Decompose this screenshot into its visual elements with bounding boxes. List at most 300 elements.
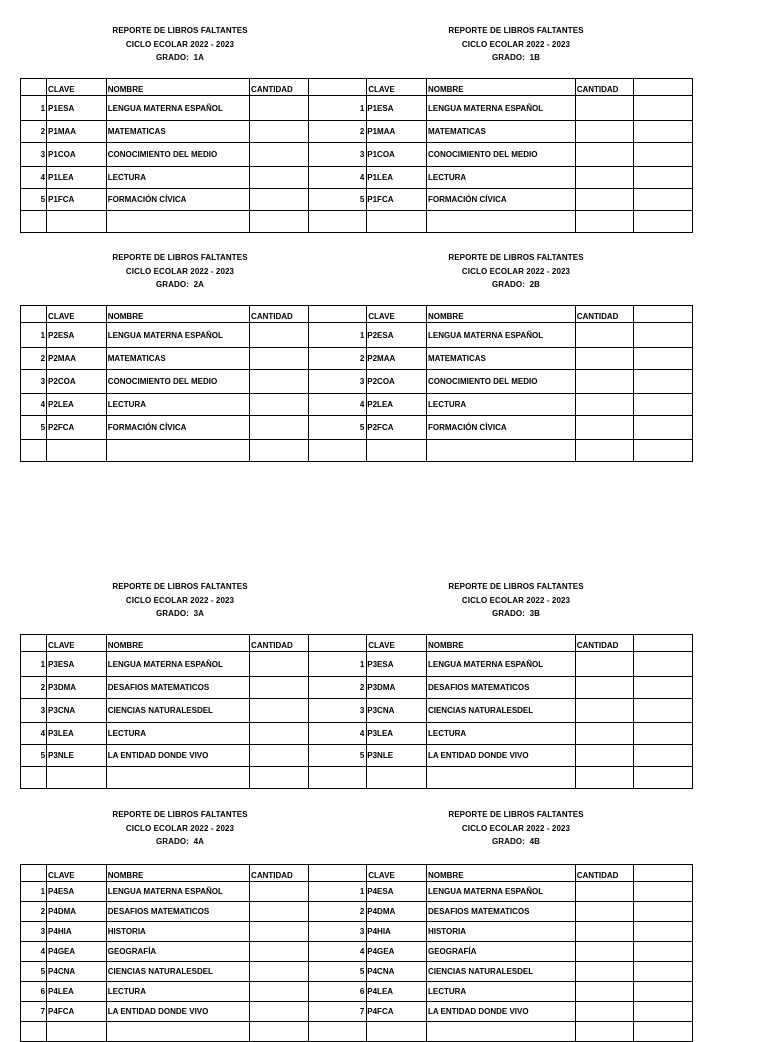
book-code: P2LEA [47, 394, 107, 416]
col-header-clave: CLAVE [47, 79, 107, 96]
col-header-cantidad: CANTIDAD [250, 865, 309, 882]
table-header-row [21, 635, 693, 652]
quantity-cell [250, 922, 309, 942]
book-name-right: LECTURA [426, 723, 575, 745]
extra-cell [308, 882, 367, 902]
book-code-right: 3 P1COA [367, 143, 427, 167]
book-code-right: 5 P1FCA [367, 189, 427, 211]
extra-cell [308, 699, 367, 723]
extra-cell [308, 416, 367, 440]
report-title: REPORTE DE LIBROS FALTANTES [448, 26, 584, 35]
book-code-right: 1 P2ESA [367, 323, 427, 348]
quantity-cell [250, 982, 309, 1002]
col-header-cantidad: CANTIDAD [250, 79, 309, 96]
grade-label: GRADO: 2B [491, 280, 541, 289]
extra-cell-right [634, 143, 693, 167]
book-code: P2MAA [47, 348, 107, 370]
quantity-cell-right [575, 96, 634, 121]
quantity-cell [250, 416, 309, 440]
quantity-cell [250, 167, 309, 189]
empty-header-cell [21, 79, 47, 96]
empty-cell [426, 211, 575, 233]
empty-cell [575, 440, 634, 462]
book-code-right: P4CNA [367, 967, 395, 976]
quantity-cell-right [575, 189, 634, 211]
empty-header-cell [308, 635, 367, 652]
book-name-right: MATEMATICAS [426, 121, 575, 143]
book-name-right: GEOGRAFÍA [426, 942, 575, 962]
book-name: MATEMATICAS [106, 121, 249, 143]
quantity-cell [250, 121, 309, 143]
book-code-right: 1 P4ESA [367, 882, 427, 902]
book-code: P1COA [47, 143, 107, 167]
book-code-right: P4GEA [367, 947, 395, 956]
empty-cell [106, 1022, 249, 1042]
table-header-row [21, 306, 693, 323]
book-code-right: 7 P4FCA [367, 1002, 427, 1022]
row-number: 4 [21, 942, 47, 962]
table-row [21, 416, 693, 440]
book-code-right: P2ESA [367, 330, 394, 340]
book-code-right: 3 P2COA [367, 370, 427, 394]
book-code: P2COA [47, 370, 107, 394]
book-code: P1LEA [47, 167, 107, 189]
row-number: 1 [21, 96, 47, 121]
extra-cell-right [634, 982, 693, 1002]
table-row [21, 942, 693, 962]
book-code-right: P1FCA [367, 195, 394, 204]
quantity-cell [250, 699, 309, 723]
book-code: P3CNA [47, 699, 107, 723]
book-code-right: 4 P4GEA [367, 942, 427, 962]
quantity-cell [250, 745, 309, 767]
quantity-cell [250, 348, 309, 370]
col-header-nombre: NOMBRE [106, 306, 249, 323]
extra-cell [308, 922, 367, 942]
book-name-right: FORMACIÓN CÍVICA [426, 416, 575, 440]
row-number: 5 [21, 416, 47, 440]
empty-header-cell [634, 635, 693, 652]
extra-cell [308, 723, 367, 745]
quantity-cell [250, 143, 309, 167]
extra-cell-right [634, 96, 693, 121]
book-code-right: P3ESA [367, 659, 394, 669]
school-cycle: CICLO ECOLAR 2022 - 2023 [125, 595, 235, 605]
book-code-right: P2FCA [367, 423, 394, 432]
book-code: P4FCA [47, 1002, 107, 1022]
quantity-cell-right [575, 416, 634, 440]
missing-books-table [20, 634, 693, 789]
row-number: 1 [21, 323, 47, 348]
quantity-cell-right [575, 167, 634, 189]
table-row [21, 143, 693, 167]
empty-row [21, 1022, 693, 1042]
quantity-cell-right [575, 652, 634, 677]
book-name-right: HISTORIA [426, 922, 575, 942]
book-code-right: P4ESA [367, 887, 394, 896]
extra-cell [308, 323, 367, 348]
quantity-cell-right [575, 348, 634, 370]
book-code-right: 4 P2LEA [367, 394, 427, 416]
quantity-cell [250, 394, 309, 416]
table-row [21, 121, 693, 143]
school-cycle: CICLO ECOLAR 2022 - 2023 [125, 266, 235, 276]
report-title: REPORTE DE LIBROS FALTANTES [112, 253, 248, 262]
quantity-cell-right [575, 677, 634, 699]
table-row [21, 922, 693, 942]
extra-cell-right [634, 416, 693, 440]
empty-cell [21, 211, 47, 233]
quantity-cell-right [575, 902, 634, 922]
quantity-cell [250, 962, 309, 982]
report-title: REPORTE DE LIBROS FALTANTES [448, 582, 584, 591]
book-code-right: 1 P3ESA [367, 652, 427, 677]
empty-cell [21, 1022, 47, 1042]
empty-header-cell [308, 306, 367, 323]
missing-books-table [20, 864, 693, 1042]
extra-cell [308, 121, 367, 143]
empty-cell [47, 211, 107, 233]
quantity-cell-right [575, 143, 634, 167]
book-code-right: 2 P2MAA [367, 348, 427, 370]
extra-cell-right [634, 922, 693, 942]
row-number: 2 [21, 121, 47, 143]
extra-cell-right [634, 348, 693, 370]
col-header-cantidad: CANTIDAD [575, 79, 634, 96]
book-name: CIENCIAS NATURALESDEL [106, 962, 249, 982]
empty-header-cell [308, 865, 367, 882]
book-code: P3NLE [47, 745, 107, 767]
extra-cell-right [634, 745, 693, 767]
empty-cell [308, 440, 367, 462]
book-code-right: 3 P3CNA [367, 699, 427, 723]
quantity-cell [250, 902, 309, 922]
extra-cell [308, 167, 367, 189]
empty-row [21, 440, 693, 462]
book-code-right: 3 P4HIA [367, 922, 427, 942]
extra-cell [308, 745, 367, 767]
book-name-right: LECTURA [426, 167, 575, 189]
book-code-right: P1ESA [367, 103, 394, 113]
col-header-cantidad: CANTIDAD [250, 306, 309, 323]
extra-cell [308, 942, 367, 962]
empty-header-cell [308, 79, 367, 96]
empty-header-cell [21, 635, 47, 652]
extra-cell [308, 982, 367, 1002]
row-number: 1 [21, 652, 47, 677]
extra-cell [308, 143, 367, 167]
school-cycle: CICLO ECOLAR 2022 - 2023 [125, 39, 235, 49]
book-code-right: 2 P1MAA [367, 121, 427, 143]
book-name: LENGUA MATERNA ESPAÑOL [106, 652, 249, 677]
quantity-cell-right [575, 699, 634, 723]
empty-cell [575, 767, 634, 789]
row-number: 4 [21, 167, 47, 189]
book-code: P4DMA [47, 902, 107, 922]
extra-cell [308, 348, 367, 370]
book-code: P4GEA [47, 942, 107, 962]
grade-label: GRADO: 3A [155, 609, 205, 618]
book-name: DESAFIOS MATEMATICOS [106, 677, 249, 699]
empty-cell [250, 1022, 309, 1042]
report-header-right [416, 251, 616, 292]
report-header-left [80, 580, 280, 621]
grade-label: GRADO: 2A [155, 280, 205, 289]
table-row [21, 723, 693, 745]
grade-label: GRADO: 4A [155, 837, 205, 846]
book-code-right: 4 P1LEA [367, 167, 427, 189]
quantity-cell-right [575, 745, 634, 767]
book-code-right: 5 P3NLE [367, 745, 427, 767]
book-name: LENGUA MATERNA ESPAÑOL [106, 323, 249, 348]
quantity-cell-right [575, 121, 634, 143]
col-header-clave: CLAVE [47, 635, 107, 652]
quantity-cell-right [575, 1002, 634, 1022]
book-code: P2ESA [47, 323, 107, 348]
book-code-right: 4 P3LEA [367, 723, 427, 745]
empty-cell [106, 767, 249, 789]
empty-cell [367, 211, 427, 233]
empty-cell [308, 211, 367, 233]
book-code-right: P2LEA [367, 400, 394, 409]
book-code: P1FCA [47, 189, 107, 211]
empty-cell [21, 440, 47, 462]
report-title: REPORTE DE LIBROS FALTANTES [448, 810, 584, 819]
col-header-nombre: NOMBRE [106, 79, 249, 96]
report-title: REPORTE DE LIBROS FALTANTES [112, 582, 248, 591]
empty-cell [21, 767, 47, 789]
extra-cell [308, 652, 367, 677]
empty-header-cell [634, 306, 693, 323]
col-header-nombre: NOMBRE [106, 635, 249, 652]
empty-row [21, 767, 693, 789]
empty-cell [634, 767, 693, 789]
quantity-cell [250, 723, 309, 745]
book-name-right: CONOCIMIENTO DEL MEDIO [426, 370, 575, 394]
extra-cell-right [634, 121, 693, 143]
report-header-left [80, 251, 280, 292]
book-code-right: P4LEA [367, 987, 394, 996]
book-name: FORMACIÓN CÍVICA [106, 189, 249, 211]
empty-cell [367, 440, 427, 462]
table-row [21, 677, 693, 699]
col-header-nombre: NOMBRE [106, 865, 249, 882]
table-row [21, 699, 693, 723]
book-name-right: FORMACIÓN CÍVICA [426, 189, 575, 211]
empty-cell [575, 211, 634, 233]
extra-cell-right [634, 652, 693, 677]
empty-cell [634, 211, 693, 233]
col-header-nombre: NOMBRE [426, 79, 575, 96]
book-code: P3DMA [47, 677, 107, 699]
empty-header-cell [634, 865, 693, 882]
book-code-right: P1LEA [367, 173, 394, 182]
empty-cell [47, 440, 107, 462]
book-name: LECTURA [106, 982, 249, 1002]
book-code-right: 2 P3DMA [367, 677, 427, 699]
table-row [21, 745, 693, 767]
book-name: CIENCIAS NATURALESDEL [106, 699, 249, 723]
book-name-right: CIENCIAS NATURALESDEL [426, 962, 575, 982]
report-title: REPORTE DE LIBROS FALTANTES [112, 26, 248, 35]
empty-cell [367, 1022, 427, 1042]
empty-cell [250, 767, 309, 789]
book-name-right: LECTURA [426, 394, 575, 416]
book-name-right: CONOCIMIENTO DEL MEDIO [426, 143, 575, 167]
extra-cell-right [634, 699, 693, 723]
table-row [21, 167, 693, 189]
col-header-clave: CLAVE [47, 865, 107, 882]
extra-cell [308, 902, 367, 922]
quantity-cell-right [575, 370, 634, 394]
table-row [21, 370, 693, 394]
report-header-right [416, 808, 616, 849]
row-number: 3 [21, 699, 47, 723]
report-header-left [80, 808, 280, 849]
school-cycle: CICLO ECOLAR 2022 - 2023 [461, 39, 571, 49]
missing-books-table [20, 78, 693, 233]
table-row [21, 652, 693, 677]
book-name-right: LENGUA MATERNA ESPAÑOL [426, 323, 575, 348]
col-header-nombre: NOMBRE [426, 865, 575, 882]
book-name: HISTORIA [106, 922, 249, 942]
book-code-right: P1COA [367, 150, 395, 159]
book-name: LECTURA [106, 394, 249, 416]
book-code: P4ESA [47, 882, 107, 902]
book-code-right: P3LEA [367, 729, 394, 738]
empty-cell [106, 211, 249, 233]
book-code: P1MAA [47, 121, 107, 143]
empty-header-cell [21, 306, 47, 323]
quantity-cell-right [575, 723, 634, 745]
school-cycle: CICLO ECOLAR 2022 - 2023 [125, 823, 235, 833]
table-row [21, 1002, 693, 1022]
book-code-right: P4HIA [367, 927, 391, 936]
table-row [21, 394, 693, 416]
report-header-right [416, 24, 616, 65]
extra-cell-right [634, 394, 693, 416]
book-name: LECTURA [106, 723, 249, 745]
quantity-cell [250, 1002, 309, 1022]
book-code: P4CNA [47, 962, 107, 982]
quantity-cell [250, 652, 309, 677]
table-row [21, 902, 693, 922]
extra-cell [308, 1002, 367, 1022]
col-header-cantidad: CANTIDAD [575, 865, 634, 882]
quantity-cell-right [575, 942, 634, 962]
book-code-right: 6 P4LEA [367, 982, 427, 1002]
quantity-cell [250, 882, 309, 902]
quantity-cell-right [575, 394, 634, 416]
row-number: 2 [21, 348, 47, 370]
col-header-cantidad: CANTIDAD [575, 306, 634, 323]
row-number: 5 [21, 962, 47, 982]
book-name: CONOCIMIENTO DEL MEDIO [106, 143, 249, 167]
report-title: REPORTE DE LIBROS FALTANTES [448, 253, 584, 262]
book-code: P2FCA [47, 416, 107, 440]
table-header-row [21, 79, 693, 96]
extra-cell-right [634, 370, 693, 394]
book-name: LA ENTIDAD DONDE VIVO [106, 1002, 249, 1022]
book-code: P3LEA [47, 723, 107, 745]
book-name: DESAFIOS MATEMATICOS [106, 902, 249, 922]
grade-label: GRADO: 1A [155, 53, 205, 62]
empty-cell [426, 440, 575, 462]
book-code-right: P3NLE [367, 751, 394, 760]
quantity-cell [250, 942, 309, 962]
extra-cell-right [634, 962, 693, 982]
row-number: 2 [21, 902, 47, 922]
book-code-right: P4DMA [367, 907, 396, 916]
row-number: 1 [21, 882, 47, 902]
row-number: 5 [21, 189, 47, 211]
table-row [21, 96, 693, 121]
col-header-clave: CLAVE [367, 635, 427, 652]
book-code-right: P3CNA [367, 706, 395, 715]
extra-cell-right [634, 902, 693, 922]
extra-cell [308, 96, 367, 121]
extra-cell [308, 394, 367, 416]
table-row [21, 189, 693, 211]
grade-label: GRADO: 1B [491, 53, 541, 62]
row-number: 3 [21, 922, 47, 942]
row-number: 3 [21, 143, 47, 167]
extra-cell [308, 962, 367, 982]
table-row [21, 348, 693, 370]
book-name-right: LA ENTIDAD DONDE VIVO [426, 1002, 575, 1022]
empty-cell [634, 440, 693, 462]
row-number: 4 [21, 723, 47, 745]
extra-cell-right [634, 1002, 693, 1022]
empty-cell [308, 1022, 367, 1042]
empty-header-cell [21, 865, 47, 882]
extra-cell [308, 189, 367, 211]
book-name: LENGUA MATERNA ESPAÑOL [106, 882, 249, 902]
school-cycle: CICLO ECOLAR 2022 - 2023 [461, 823, 571, 833]
table-header-row [21, 865, 693, 882]
book-code: P3ESA [47, 652, 107, 677]
school-cycle: CICLO ECOLAR 2022 - 2023 [461, 266, 571, 276]
col-header-cantidad: CANTIDAD [575, 635, 634, 652]
empty-cell [367, 767, 427, 789]
row-number: 2 [21, 677, 47, 699]
extra-cell-right [634, 189, 693, 211]
book-name: FORMACIÓN CÍVICA [106, 416, 249, 440]
extra-cell-right [634, 882, 693, 902]
table-row [21, 962, 693, 982]
empty-row [21, 211, 693, 233]
quantity-cell [250, 96, 309, 121]
quantity-cell-right [575, 922, 634, 942]
table-row [21, 323, 693, 348]
row-number: 5 [21, 745, 47, 767]
book-name: LA ENTIDAD DONDE VIVO [106, 745, 249, 767]
book-name-right: LA ENTIDAD DONDE VIVO [426, 745, 575, 767]
col-header-clave: CLAVE [367, 79, 427, 96]
book-code-right: 5 P2FCA [367, 416, 427, 440]
row-number: 7 [21, 1002, 47, 1022]
school-cycle: CICLO ECOLAR 2022 - 2023 [461, 595, 571, 605]
quantity-cell [250, 677, 309, 699]
quantity-cell [250, 189, 309, 211]
row-number: 3 [21, 370, 47, 394]
report-header-right [416, 580, 616, 621]
empty-cell [250, 440, 309, 462]
col-header-nombre: NOMBRE [426, 306, 575, 323]
book-code-right: 1 P1ESA [367, 96, 427, 121]
report-header-left [80, 24, 280, 65]
empty-cell [47, 767, 107, 789]
